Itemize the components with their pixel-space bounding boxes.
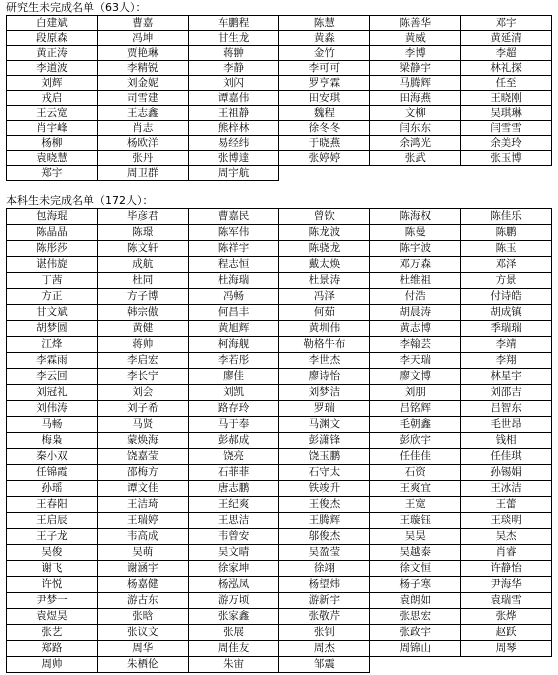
table-row: [7, 46, 552, 61]
name-cell[interactable]: 何茹: [279, 305, 370, 321]
name-cell[interactable]: 柯海舰: [188, 337, 279, 353]
name-cell[interactable]: 游万顷: [188, 593, 279, 609]
name-cell[interactable]: 孙锡娟: [461, 465, 552, 481]
table-row: [7, 353, 552, 369]
name-cell[interactable]: 朱栖伦: [97, 657, 188, 673]
name-cell[interactable]: 谭嘉伟: [188, 91, 279, 106]
name-cell[interactable]: 刘闪: [188, 76, 279, 91]
name-cell[interactable]: 周佳友: [188, 641, 279, 657]
name-cell[interactable]: 石资: [370, 465, 461, 481]
name-cell[interactable]: 戴太焕: [279, 257, 370, 273]
table-row: [7, 166, 552, 181]
name-cell[interactable]: 王琰明: [461, 513, 552, 529]
name-cell[interactable]: 王思洁: [188, 513, 279, 529]
name-cell[interactable]: 王宽: [370, 497, 461, 513]
name-cell[interactable]: 段原森: [7, 31, 98, 46]
name-cell[interactable]: 李靖: [461, 337, 552, 353]
name-cell[interactable]: 王蕾: [461, 497, 552, 513]
name-cell[interactable]: 陈玉: [461, 241, 552, 257]
name-cell[interactable]: 韩宗傲: [97, 305, 188, 321]
name-cell[interactable]: 刘朋: [370, 385, 461, 401]
name-cell[interactable]: 肖志: [97, 121, 188, 136]
name-cell[interactable]: 钱相: [461, 433, 552, 449]
name-cell[interactable]: 黄旭辉: [188, 321, 279, 337]
name-cell[interactable]: 曹嘉民: [188, 209, 279, 225]
name-cell[interactable]: 黄淼: [279, 31, 370, 46]
name-cell[interactable]: 秦小双: [7, 449, 98, 465]
name-cell[interactable]: 田海燕: [370, 91, 461, 106]
name-cell[interactable]: 魏程: [279, 106, 370, 121]
name-cell[interactable]: 罗亨霖: [279, 76, 370, 91]
name-cell[interactable]: 陈彤莎: [7, 241, 98, 257]
name-cell[interactable]: 陈文轩: [97, 241, 188, 257]
name-cell[interactable]: 张敬芹: [279, 609, 370, 625]
name-cell[interactable]: 李可可: [279, 61, 370, 76]
name-cell[interactable]: 袁朗如: [370, 593, 461, 609]
name-cell[interactable]: 郑宇: [7, 166, 98, 181]
name-cell[interactable]: 戎启: [7, 91, 98, 106]
name-cell[interactable]: 刘会: [97, 385, 188, 401]
name-cell[interactable]: 游新宇: [279, 593, 370, 609]
table-row: [7, 657, 552, 673]
name-cell[interactable]: 黄威: [370, 31, 461, 46]
name-cell[interactable]: 蒙焕海: [97, 433, 188, 449]
undergrad-list-title: 本科生未完成名单（172人）：: [6, 194, 154, 207]
name-cell[interactable]: 刘凯: [188, 385, 279, 401]
table-row: [7, 449, 552, 465]
name-cell[interactable]: 胡成镇: [461, 305, 552, 321]
name-cell[interactable]: 马贤: [97, 417, 188, 433]
table-row: [7, 513, 552, 529]
name-cell[interactable]: 方景: [461, 273, 552, 289]
name-cell[interactable]: 李精锐: [97, 61, 188, 76]
name-cell[interactable]: 罗瑞: [279, 401, 370, 417]
name-cell[interactable]: 吴盈莹: [279, 545, 370, 561]
name-cell[interactable]: 李若彤: [188, 353, 279, 369]
name-cell[interactable]: 蒋帅: [97, 337, 188, 353]
name-cell[interactable]: 饶嘉莹: [97, 449, 188, 465]
name-cell[interactable]: 金竹: [279, 46, 370, 61]
name-cell[interactable]: 李云回: [7, 369, 98, 385]
name-cell[interactable]: 吕铭辉: [370, 401, 461, 417]
table-row: [7, 241, 552, 257]
table-row: [7, 31, 552, 46]
name-cell[interactable]: 闫东东: [370, 121, 461, 136]
name-cell[interactable]: 邵梅方: [97, 465, 188, 481]
name-cell[interactable]: 尹海华: [461, 577, 552, 593]
table-row: [7, 289, 552, 305]
name-cell[interactable]: 游古东: [97, 593, 188, 609]
name-cell[interactable]: 贾艳琳: [97, 46, 188, 61]
name-cell[interactable]: 王启辰: [7, 513, 98, 529]
name-cell[interactable]: 王璇钰: [370, 513, 461, 529]
name-cell[interactable]: 余鸿光: [370, 136, 461, 151]
name-cell[interactable]: 勒格牛布: [279, 337, 370, 353]
name-cell[interactable]: 徐冬冬: [279, 121, 370, 136]
name-cell[interactable]: 杜景涛: [279, 273, 370, 289]
table-row: [7, 16, 552, 31]
name-cell[interactable]: 黄圳伟: [279, 321, 370, 337]
name-cell[interactable]: 黄正涛: [7, 46, 98, 61]
table-row: [7, 106, 552, 121]
table-row: [7, 641, 552, 657]
name-cell[interactable]: 余美玲: [461, 136, 552, 151]
name-cell[interactable]: 杨望炜: [279, 577, 370, 593]
name-cell[interactable]: 毕彦君: [97, 209, 188, 225]
name-cell[interactable]: 车鹏程: [188, 16, 279, 31]
name-cell[interactable]: 胡晨涛: [370, 305, 461, 321]
name-cell[interactable]: 陈祥宇: [188, 241, 279, 257]
name-cell[interactable]: 张婷婷: [279, 151, 370, 166]
name-cell[interactable]: 陈宇波: [370, 241, 461, 257]
name-cell[interactable]: 闫雪雪: [461, 121, 552, 136]
name-cell[interactable]: 张政宇: [370, 625, 461, 641]
name-cell[interactable]: 王云宽: [7, 106, 98, 121]
name-cell[interactable]: 李超: [461, 46, 552, 61]
name-cell[interactable]: 杨嘉健: [97, 577, 188, 593]
name-cell[interactable]: 陈善华: [370, 16, 461, 31]
name-cell[interactable]: 张丹: [97, 151, 188, 166]
name-cell[interactable]: 文柳: [370, 106, 461, 121]
name-cell[interactable]: 陈海权: [370, 209, 461, 225]
name-cell[interactable]: 刘金妮: [97, 76, 188, 91]
table-row: [7, 369, 552, 385]
table-row: [7, 593, 552, 609]
name-cell[interactable]: 吴萌: [97, 545, 188, 561]
name-cell[interactable]: 马畅: [7, 417, 98, 433]
name-cell[interactable]: 王瑞婷: [97, 513, 188, 529]
name-cell[interactable]: 王洁琦: [97, 497, 188, 513]
name-cell[interactable]: 李世杰: [279, 353, 370, 369]
name-cell[interactable]: 陈龙波: [279, 225, 370, 241]
name-cell[interactable]: 吕智东: [461, 401, 552, 417]
name-cell[interactable]: 张艺: [7, 625, 98, 641]
name-cell[interactable]: 陈骁龙: [279, 241, 370, 257]
table-row: [7, 417, 552, 433]
name-cell[interactable]: 黄志博: [370, 321, 461, 337]
name-cell[interactable]: 杨欧洋: [97, 136, 188, 151]
name-cell[interactable]: 肖宇峰: [7, 121, 98, 136]
name-cell[interactable]: 江烽: [7, 337, 98, 353]
name-cell[interactable]: 杨柳: [7, 136, 98, 151]
name-cell[interactable]: 白建斌: [7, 16, 98, 31]
table-row: [7, 121, 552, 136]
undergrad-name-table: [6, 208, 552, 673]
name-cell[interactable]: 许悦: [7, 577, 98, 593]
table-row: [7, 433, 552, 449]
name-cell[interactable]: 赵跃: [461, 625, 552, 641]
name-cell[interactable]: 王晓刚: [461, 91, 552, 106]
name-cell[interactable]: 陈晶晶: [7, 225, 98, 241]
name-cell[interactable]: 饶亮: [188, 449, 279, 465]
name-cell[interactable]: 周华: [97, 641, 188, 657]
name-cell[interactable]: 张家鑫: [188, 609, 279, 625]
name-cell[interactable]: 陈鹏: [461, 225, 552, 241]
name-cell[interactable]: 杨子寒: [370, 577, 461, 593]
name-cell[interactable]: 李启宏: [97, 353, 188, 369]
name-cell[interactable]: 袁晓慧: [7, 151, 98, 166]
name-cell[interactable]: 李长宁: [97, 369, 188, 385]
name-cell[interactable]: 张晗: [97, 609, 188, 625]
name-cell[interactable]: 王子龙: [7, 529, 98, 545]
name-cell[interactable]: 王俊杰: [279, 497, 370, 513]
name-cell[interactable]: 吴昊: [370, 529, 461, 545]
name-cell[interactable]: 梁静宇: [370, 61, 461, 76]
name-cell[interactable]: 郑路: [7, 641, 98, 657]
table-row: [7, 273, 552, 289]
name-cell[interactable]: 袁煜昊: [7, 609, 98, 625]
name-cell[interactable]: 司雪建: [97, 91, 188, 106]
table-row: [7, 61, 552, 76]
name-cell[interactable]: 王纪爽: [188, 497, 279, 513]
name-cell[interactable]: 李静: [188, 61, 279, 76]
name-cell[interactable]: 王腾辉: [279, 513, 370, 529]
name-cell[interactable]: 刘辉: [7, 76, 98, 91]
name-cell[interactable]: 李翰芸: [370, 337, 461, 353]
name-cell[interactable]: 刘伟涛: [7, 401, 98, 417]
name-cell[interactable]: 尹梦一: [7, 593, 98, 609]
table-row: [7, 305, 552, 321]
name-cell[interactable]: 方子博: [97, 289, 188, 305]
name-cell[interactable]: 王冰洁: [461, 481, 552, 497]
name-cell[interactable]: 徐文恒: [370, 561, 461, 577]
name-cell[interactable]: 李博: [370, 46, 461, 61]
name-cell[interactable]: 张玉博: [461, 151, 552, 166]
name-cell[interactable]: 邓万森: [370, 257, 461, 273]
name-cell[interactable]: 杜同: [97, 273, 188, 289]
name-cell[interactable]: [461, 166, 552, 181]
name-cell[interactable]: 朱宙: [188, 657, 279, 673]
name-cell[interactable]: 任佳佳: [370, 449, 461, 465]
name-cell[interactable]: 王志鑫: [97, 106, 188, 121]
name-cell[interactable]: 毛朝鑫: [370, 417, 461, 433]
name-cell[interactable]: 袁瑞雪: [461, 593, 552, 609]
name-cell[interactable]: 黄延清: [461, 31, 552, 46]
name-cell[interactable]: 谌伟旋: [7, 257, 98, 273]
name-cell[interactable]: 程志恒: [188, 257, 279, 273]
table-row: [7, 91, 552, 106]
table-row: [7, 76, 552, 91]
table-row: [7, 561, 552, 577]
name-cell[interactable]: 肖睿: [461, 545, 552, 561]
name-cell[interactable]: 孙瑶: [7, 481, 98, 497]
name-cell[interactable]: 马于奉: [188, 417, 279, 433]
name-cell[interactable]: 冯畅: [188, 289, 279, 305]
table-row: [7, 529, 552, 545]
name-cell[interactable]: 廖文博: [370, 369, 461, 385]
name-cell[interactable]: 李天瑞: [370, 353, 461, 369]
name-cell[interactable]: 王祖静: [188, 106, 279, 121]
name-cell[interactable]: 熊梓林: [188, 121, 279, 136]
table-row: [7, 577, 552, 593]
name-cell[interactable]: 张展: [188, 625, 279, 641]
table-row: [7, 401, 552, 417]
name-cell[interactable]: 韦曾安: [188, 529, 279, 545]
name-cell[interactable]: 冯坤: [97, 31, 188, 46]
name-cell[interactable]: 张钊: [279, 625, 370, 641]
name-cell[interactable]: 铁竣升: [279, 481, 370, 497]
name-cell[interactable]: 周卫群: [97, 166, 188, 181]
name-cell[interactable]: [461, 657, 552, 673]
grad-list-title: 研究生未完成名单（63人）：: [6, 1, 147, 14]
name-cell[interactable]: 韦高成: [97, 529, 188, 545]
name-cell[interactable]: 马渊文: [279, 417, 370, 433]
name-cell[interactable]: 杜维祖: [370, 273, 461, 289]
name-cell[interactable]: 陈佳乐: [461, 209, 552, 225]
name-cell[interactable]: 毛世昂: [461, 417, 552, 433]
name-cell[interactable]: 张思宏: [370, 609, 461, 625]
name-cell[interactable]: 彭郝成: [188, 433, 279, 449]
name-cell[interactable]: 廖佳: [188, 369, 279, 385]
name-cell[interactable]: 林礼探: [461, 61, 552, 76]
table-row: [7, 497, 552, 513]
name-cell[interactable]: 包海琨: [7, 209, 98, 225]
name-cell[interactable]: 胡梦圆: [7, 321, 98, 337]
name-cell[interactable]: 曹嘉: [97, 16, 188, 31]
name-cell[interactable]: 甘文斌: [7, 305, 98, 321]
name-cell[interactable]: 甘生龙: [188, 31, 279, 46]
name-cell[interactable]: 李翔: [461, 353, 552, 369]
name-cell[interactable]: 廖诗怡: [279, 369, 370, 385]
table-row: [7, 465, 552, 481]
table-row: [7, 385, 552, 401]
name-cell[interactable]: 刘子希: [97, 401, 188, 417]
name-cell[interactable]: 石菲菲: [188, 465, 279, 481]
name-cell[interactable]: 何昌丰: [188, 305, 279, 321]
name-cell[interactable]: 彭潇锋: [279, 433, 370, 449]
name-cell[interactable]: 陈曼: [370, 225, 461, 241]
name-cell[interactable]: 季瑞瑞: [461, 321, 552, 337]
name-cell[interactable]: 谢飞: [7, 561, 98, 577]
name-cell[interactable]: 成航: [97, 257, 188, 273]
name-cell[interactable]: 许静怡: [461, 561, 552, 577]
name-cell[interactable]: 曾钦: [279, 209, 370, 225]
name-cell[interactable]: 黄健: [97, 321, 188, 337]
table-row: [7, 481, 552, 497]
name-cell[interactable]: 徐家坤: [188, 561, 279, 577]
name-cell[interactable]: 陈慧: [279, 16, 370, 31]
name-cell[interactable]: 谢涵宇: [97, 561, 188, 577]
name-cell[interactable]: 王春阳: [7, 497, 98, 513]
name-cell[interactable]: 饶玉鹏: [279, 449, 370, 465]
name-cell[interactable]: 付诗皓: [461, 289, 552, 305]
name-cell[interactable]: 田安琪: [279, 91, 370, 106]
name-cell[interactable]: 唐志鹏: [188, 481, 279, 497]
table-row: [7, 337, 552, 353]
name-cell[interactable]: 刘梦洁: [279, 385, 370, 401]
name-cell[interactable]: 任锦霞: [7, 465, 98, 481]
name-cell[interactable]: 任至: [461, 76, 552, 91]
name-cell[interactable]: 张议文: [97, 625, 188, 641]
table-row: [7, 209, 552, 225]
name-cell[interactable]: 周帅: [7, 657, 98, 673]
table-row: [7, 136, 552, 151]
name-cell[interactable]: 邓宇: [461, 16, 552, 31]
name-cell[interactable]: 邬俊杰: [279, 529, 370, 545]
name-cell[interactable]: 张武: [370, 151, 461, 166]
name-cell[interactable]: 周宇航: [188, 166, 279, 181]
name-cell[interactable]: 马腾辉: [370, 76, 461, 91]
name-cell[interactable]: 杜海瑞: [188, 273, 279, 289]
name-cell[interactable]: 周杰: [279, 641, 370, 657]
name-cell[interactable]: 陈璟: [97, 225, 188, 241]
name-cell[interactable]: [370, 166, 461, 181]
name-cell[interactable]: 丁茜: [7, 273, 98, 289]
table-row: [7, 151, 552, 166]
name-cell[interactable]: 周琴: [461, 641, 552, 657]
name-cell[interactable]: 方正: [7, 289, 98, 305]
name-cell[interactable]: 任佳琪: [461, 449, 552, 465]
name-cell[interactable]: 刘邵吉: [461, 385, 552, 401]
grad-name-table: [6, 15, 552, 181]
table-row: [7, 225, 552, 241]
name-cell[interactable]: 彭欣宇: [370, 433, 461, 449]
name-cell[interactable]: 吴越泰: [370, 545, 461, 561]
name-cell[interactable]: 徐翊: [279, 561, 370, 577]
name-cell[interactable]: 易经纬: [188, 136, 279, 151]
name-cell[interactable]: 张博達: [188, 151, 279, 166]
name-cell[interactable]: 李道波: [7, 61, 98, 76]
name-cell[interactable]: 林星宇: [461, 369, 552, 385]
name-cell[interactable]: 石守太: [279, 465, 370, 481]
name-cell[interactable]: 冯泽: [279, 289, 370, 305]
name-cell[interactable]: 蒋翀: [188, 46, 279, 61]
name-cell[interactable]: [279, 166, 370, 181]
table-row: [7, 257, 552, 273]
name-cell[interactable]: 付浩: [370, 289, 461, 305]
name-cell[interactable]: 路存玲: [188, 401, 279, 417]
name-cell[interactable]: 周锦山: [370, 641, 461, 657]
table-row: [7, 625, 552, 641]
name-cell[interactable]: 吴琪琳: [461, 106, 552, 121]
name-cell[interactable]: 张烨: [461, 609, 552, 625]
table-row: [7, 321, 552, 337]
name-cell[interactable]: 谭文佳: [97, 481, 188, 497]
table-row: [7, 609, 552, 625]
name-cell[interactable]: 吴杰: [461, 529, 552, 545]
name-cell[interactable]: 李霖雨: [7, 353, 98, 369]
name-cell[interactable]: 吴文晴: [188, 545, 279, 561]
name-cell[interactable]: 陈军伟: [188, 225, 279, 241]
name-cell[interactable]: 梅枭: [7, 433, 98, 449]
name-cell[interactable]: 于晓燕: [279, 136, 370, 151]
name-cell[interactable]: [370, 657, 461, 673]
name-cell[interactable]: 吴俊: [7, 545, 98, 561]
name-cell[interactable]: 王爽宜: [370, 481, 461, 497]
name-cell[interactable]: 刘冠礼: [7, 385, 98, 401]
name-cell[interactable]: 邹震: [279, 657, 370, 673]
table-row: [7, 545, 552, 561]
name-cell[interactable]: 邓泽: [461, 257, 552, 273]
name-cell[interactable]: 杨泓凤: [188, 577, 279, 593]
